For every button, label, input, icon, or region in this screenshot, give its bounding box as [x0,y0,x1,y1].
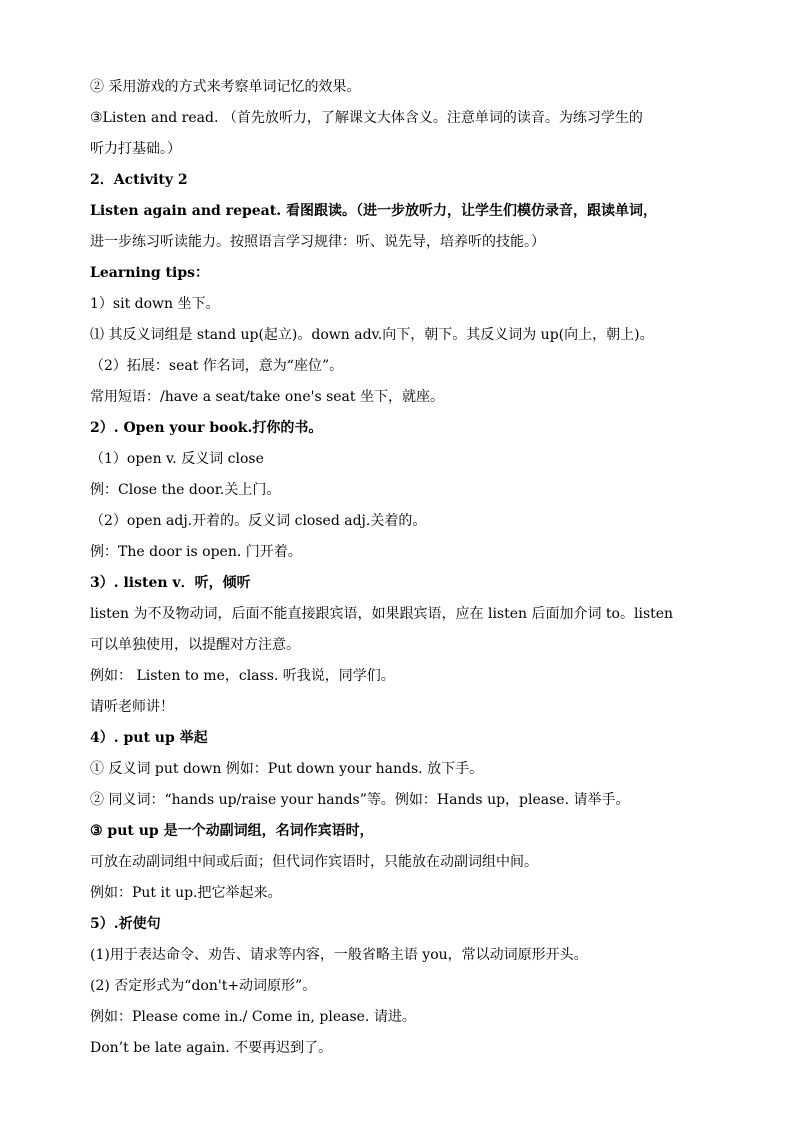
text-line: ⑴ 其反义词组是 stand up(起立)。down adv.向下，朝下。其反义词为 up(向上，朝上)。 [90,327,654,343]
text-line: （1）open v. 反义词 close [90,451,264,467]
text-line: 常用短语：/have a seat/take one's seat 坐下，就座。 [90,389,444,405]
text-line: 例：The door is open. 门开着。 [90,544,302,560]
section-heading: Learning tips： [90,265,209,281]
text-line: 听力打基础。） [90,141,181,157]
text-line: 例如：Put it up.把它举起来。 [90,885,282,901]
text-line: 1）sit down 坐下。 [90,296,220,312]
text-line: ② 采用游戏的方式来考察单词记忆的效果。 [90,79,361,95]
text-line: listen 为不及物动词，后面不能直接跟宾语，如果跟宾语，应在 listen 后面加介词 to。listen [90,606,674,622]
section-heading: ③ put up 是一个动副词组，名词作宾语时， [90,823,374,839]
text-line: ① 反义词 put down 例如：Put down your hands. 放下手。 [90,761,484,777]
text-line: 例：Close the door.关上门。 [90,482,281,498]
section-heading: 3）. listen v．听，倾听 [90,575,251,591]
text-line: Don’t be late again. 不要再迟到了。 [90,1040,333,1056]
text-line: 例如：Please come in./ Come in, please. 请进。 [90,1009,416,1025]
text-line: 例如： Listen to me，class. 听我说，同学们。 [90,668,395,684]
text-line: （2）拓展：seat 作名词，意为“座位”。 [90,358,344,374]
text-line: 请听老师讲！ [90,699,174,715]
text-line: (2) 否定形式为“don't+动词原形”。 [90,978,317,994]
text-line: 可以单独使用，以提醒对方注意。 [90,637,300,653]
section-heading: Listen again and repeat. 看图跟读。（进一步放听力，让学生们模仿录音，跟读单词， [90,203,657,219]
text-line: 可放在动副词组中间或后面；但代词作宾语时，只能放在动副词组中间。 [90,854,538,870]
text-line: ② 同义词：“hands up/raise your hands”等。例如：Hands up，please. 请举手。 [90,792,630,808]
text-line: (1)用于表达命令、劝告、请求等内容，一般省略主语 you，常以动词原形开头。 [90,947,588,963]
section-heading: 4）. put up 举起 [90,730,208,746]
text-line: ③Listen and read. （首先放听力，了解课文大体含义。注意单词的读音。为练习学生的 [90,110,643,126]
text-line: （2）open adj.开着的。反义词 closed adj.关着的。 [90,513,427,529]
text-line: 进一步练习听读能力。按照语言学习规律：听、说先导，培养听的技能。） [90,234,545,250]
section-heading: 5）.祈使句 [90,916,161,932]
section-heading: 2．Activity 2 [90,172,188,188]
section-heading: 2）. Open your book.打你的书。 [90,420,323,436]
